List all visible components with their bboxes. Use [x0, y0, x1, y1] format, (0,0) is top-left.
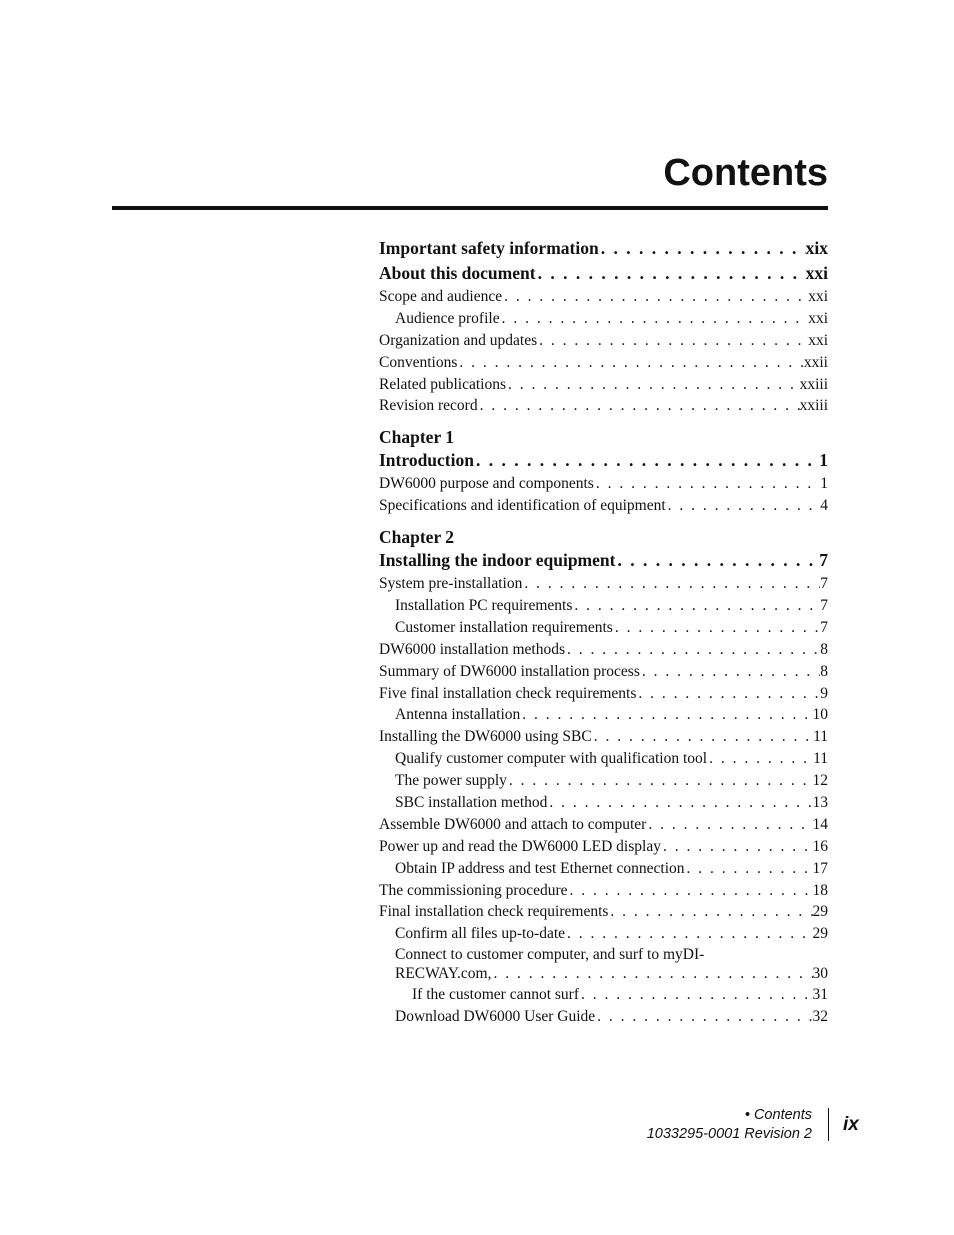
toc-entry-wrapped-first-line[interactable]: Connect to customer computer, and surf to myDI-	[395, 946, 705, 964]
toc-entry-title: The power supply	[395, 772, 507, 790]
dot-leader	[500, 308, 809, 330]
dot-leader	[579, 984, 813, 1006]
footer-divider	[828, 1108, 829, 1141]
toc-entry[interactable]	[379, 858, 828, 880]
toc-entry[interactable]	[379, 792, 828, 814]
toc-entry-title: If the customer cannot surf	[412, 986, 579, 1004]
toc-entry-title: Important safety information	[379, 238, 599, 258]
dot-leader	[599, 236, 806, 261]
toc-entry-page: xxiii	[799, 375, 828, 393]
toc-entry[interactable]	[379, 495, 828, 517]
toc-entry-page: xxi	[808, 287, 828, 305]
toc-entry-page: 9	[820, 684, 828, 702]
toc-entry[interactable]	[379, 880, 828, 902]
toc-entry[interactable]	[379, 683, 828, 705]
toc-entry[interactable]	[379, 836, 828, 858]
dot-leader	[572, 595, 820, 617]
dot-leader	[661, 836, 813, 858]
dot-leader	[615, 548, 819, 573]
dot-leader	[457, 352, 804, 374]
toc-entry-title: Specifications and identification of equipment	[379, 497, 666, 515]
toc-entry-title: System pre-installation	[379, 575, 523, 593]
toc-entry[interactable]	[379, 748, 828, 770]
footer-section: • Contents	[744, 1107, 812, 1123]
toc-entry-title: Installing the indoor equipment	[379, 550, 616, 571]
toc-entry-page: xxi	[808, 309, 828, 327]
dot-leader	[491, 964, 812, 984]
table-of-contents	[379, 236, 828, 1028]
page-footer	[647, 1106, 812, 1144]
toc-entry-title: About this document	[379, 263, 536, 283]
page-number: ix	[843, 1114, 859, 1135]
toc-entry-page: 7	[820, 575, 828, 593]
dot-leader	[502, 286, 808, 308]
toc-entry-title: Antenna installation	[395, 706, 521, 724]
dot-leader	[613, 617, 820, 639]
toc-entry-title: Obtain IP address and test Ethernet connection	[395, 859, 685, 877]
toc-entry-page: 11	[813, 750, 828, 768]
toc-entry[interactable]	[379, 617, 828, 639]
toc-entry-title: Conventions	[379, 353, 458, 371]
dot-leader	[636, 683, 820, 705]
dot-leader	[565, 923, 812, 945]
dot-leader	[536, 261, 806, 286]
toc-entry-page: 12	[812, 772, 828, 790]
toc-entry-title: Revision record	[379, 397, 478, 415]
dot-leader	[537, 330, 808, 352]
dot-leader	[608, 901, 812, 923]
toc-entry-title: Related publications	[379, 375, 506, 393]
toc-entry-title: Scope and audience	[379, 287, 503, 305]
toc-entry-title: DW6000 purpose and components	[379, 475, 594, 493]
toc-entry-page: 29	[812, 903, 828, 921]
toc-entry-title: DW6000 installation methods	[379, 640, 565, 658]
chapter-label: Chapter 1	[379, 427, 455, 448]
dot-leader	[474, 448, 819, 473]
dot-leader	[707, 748, 813, 770]
title-rule	[112, 206, 828, 210]
toc-entry[interactable]	[379, 770, 828, 792]
dot-leader	[640, 661, 820, 683]
dot-leader	[666, 495, 821, 517]
dot-leader	[592, 726, 813, 748]
toc-entry-title: Download DW6000 User Guide	[395, 1008, 596, 1026]
toc-entry-page: 7	[820, 597, 828, 614]
toc-entry[interactable]	[379, 984, 828, 1006]
toc-entry-page: 11	[813, 728, 828, 746]
toc-entry-page: xxiii	[799, 397, 828, 415]
toc-entry[interactable]	[379, 352, 828, 374]
toc-entry-page: 4	[820, 497, 828, 515]
toc-entry[interactable]	[379, 661, 828, 683]
footer-doc-revision: 1033295-0001 Revision 2	[646, 1126, 812, 1142]
toc-entry[interactable]	[379, 330, 828, 352]
toc-entry[interactable]	[379, 595, 828, 617]
toc-entry-title: Final installation check requirements	[379, 903, 609, 921]
toc-entry-chapter-1[interactable]	[379, 448, 828, 473]
toc-entry-title: Summary of DW6000 installation process	[379, 662, 640, 680]
toc-entry-page: 10	[812, 706, 828, 724]
dot-leader	[646, 814, 812, 836]
toc-entry-page: 16	[812, 837, 828, 855]
dot-leader	[685, 858, 813, 880]
toc-entry-page: 29	[812, 925, 828, 943]
dot-leader	[595, 1006, 812, 1028]
toc-entry[interactable]	[379, 573, 828, 595]
toc-entry-page: 8	[820, 662, 828, 680]
toc-entry-page: xix	[805, 238, 828, 258]
toc-entry-page: 1	[819, 450, 828, 471]
toc-entry-title: Power up and read the DW6000 LED display	[379, 837, 661, 855]
dot-leader	[568, 880, 813, 902]
toc-entry-page: 14	[812, 815, 828, 833]
toc-entry-title: Installing the DW6000 using SBC	[379, 728, 592, 746]
dot-leader	[594, 473, 820, 495]
toc-entry[interactable]	[379, 286, 828, 308]
toc-entry-title: Audience profile	[395, 309, 500, 327]
dot-leader	[522, 573, 820, 595]
toc-entry[interactable]	[379, 726, 828, 748]
toc-entry-page: 13	[812, 794, 828, 812]
dot-leader	[506, 374, 800, 396]
toc-entry-page: 32	[812, 1008, 828, 1026]
toc-entry[interactable]	[379, 308, 828, 330]
toc-entry-title: Introduction	[379, 450, 474, 471]
toc-entry-title: Assemble DW6000 and attach to computer	[379, 815, 647, 833]
toc-entry-page: 8	[820, 640, 828, 658]
toc-entry-title: The commissioning procedure	[379, 881, 568, 899]
toc-entry-page: 7	[819, 550, 828, 571]
toc-entry-title: Installation PC requirements	[395, 597, 573, 614]
toc-entry-safety[interactable]	[379, 236, 828, 261]
toc-entry-chapter-2[interactable]	[379, 548, 828, 573]
dot-leader	[547, 792, 812, 814]
toc-entry-page: 17	[812, 859, 828, 877]
chapter-label: Chapter 2	[379, 527, 455, 548]
toc-entry-page: 1	[820, 475, 828, 493]
dot-leader	[478, 395, 800, 417]
toc-entry-page: xxi	[805, 263, 828, 283]
toc-entry-title: RECWAY.com,	[395, 965, 492, 983]
toc-entry[interactable]	[379, 1006, 828, 1028]
toc-entry[interactable]	[379, 473, 828, 495]
dot-leader	[520, 704, 812, 726]
toc-entry[interactable]	[379, 374, 828, 396]
page-title: Contents	[663, 152, 828, 194]
toc-entry[interactable]	[379, 814, 828, 836]
toc-entry[interactable]	[379, 639, 828, 661]
toc-entry[interactable]	[379, 704, 828, 726]
toc-entry[interactable]	[379, 964, 828, 984]
toc-entry-page: xxii	[803, 353, 828, 371]
toc-entry-title: Five final installation check requirements	[379, 684, 637, 702]
toc-entry[interactable]	[379, 395, 828, 417]
toc-entry-page: 31	[812, 986, 828, 1004]
toc-entry-title: SBC installation method	[395, 794, 548, 812]
toc-entry[interactable]	[379, 923, 828, 945]
toc-entry-page: xxi	[808, 331, 828, 349]
dot-leader	[565, 639, 820, 661]
dot-leader	[507, 770, 813, 792]
toc-entry-page: 7	[820, 618, 828, 636]
toc-entry-about[interactable]	[379, 261, 828, 286]
toc-entry-page: 30	[812, 965, 828, 983]
toc-entry-title: Organization and updates	[379, 331, 538, 349]
toc-entry-title: Qualify customer computer with qualification tool	[395, 750, 708, 768]
toc-entry-title: Confirm all files up-to-date	[395, 925, 566, 943]
toc-entry-title: Customer installation requirements	[395, 618, 613, 636]
toc-entry-page: 18	[812, 881, 828, 899]
toc-entry[interactable]	[379, 901, 828, 923]
